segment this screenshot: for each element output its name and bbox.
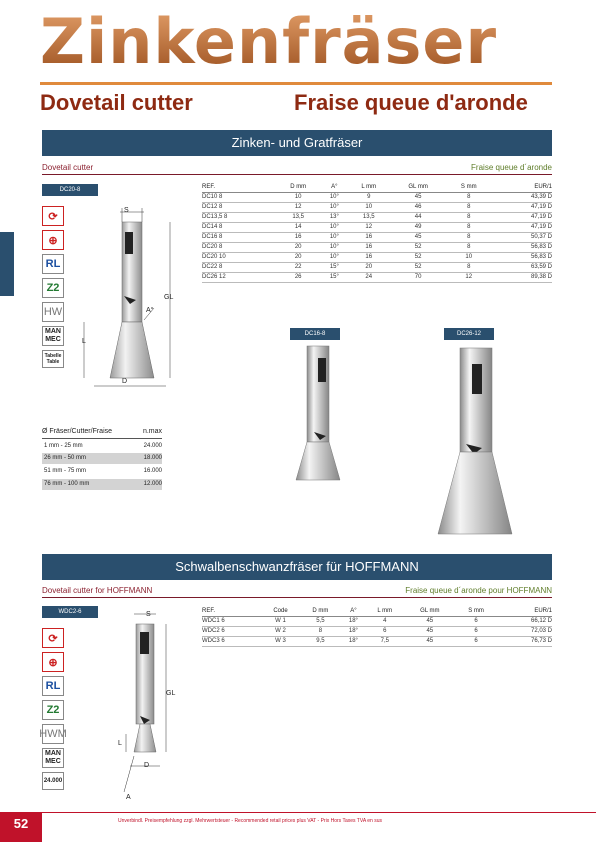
table-cell: 10°	[321, 252, 347, 262]
table-row	[202, 232, 552, 242]
nmax-title: Ø Fräser/Cutter/Fraise	[42, 428, 113, 435]
table-cell: 16	[347, 232, 390, 242]
table-cell: 63,59 D	[491, 262, 552, 272]
section1-divider	[42, 174, 552, 175]
table-row	[202, 202, 552, 212]
table-row	[202, 272, 552, 282]
table-cell: 52	[390, 242, 446, 252]
table-cell: 43,39 D	[491, 192, 552, 202]
table-cell: 13,5	[275, 212, 321, 222]
table-cell: WDC2 6	[202, 626, 262, 636]
product-code-badge-1: DC20-8	[42, 184, 98, 196]
nmax-row	[42, 441, 162, 452]
table-cell: DC13,5 8	[202, 212, 275, 222]
table-cell: 45	[404, 636, 455, 646]
table-cell: 10	[446, 252, 491, 262]
table-cell: W 2	[262, 626, 300, 636]
table-cell: 8	[299, 626, 341, 636]
section2-divider	[42, 597, 552, 598]
table-cell: 20	[275, 242, 321, 252]
product-photo-dc26-12	[434, 344, 516, 536]
nmax-value: 24.000	[143, 443, 162, 449]
table-row	[202, 252, 552, 262]
table-cell: 4	[365, 616, 404, 626]
col-d: D mm	[299, 607, 341, 616]
section-title-bar-2: Schwalbenschwanzfräser für HOFFMANN	[42, 554, 552, 580]
table-cell: 20	[347, 262, 390, 272]
table-cell: 16	[347, 252, 390, 262]
col-s: S mm	[446, 183, 491, 192]
table-cell: 16	[347, 242, 390, 252]
footer-rule	[0, 812, 596, 813]
table-cell: WDC3 6	[202, 636, 262, 646]
dim-label-gl: GL	[164, 294, 174, 301]
nmax-row	[42, 479, 162, 490]
cutter-technical-drawing-2	[110, 606, 190, 806]
spec-table-1	[202, 183, 552, 283]
page-number: 52	[0, 812, 42, 842]
table-cell: 16	[275, 232, 321, 242]
footer-price-note: Unverbindl. Preisempfehlung zzgl. Mehrwertsteuer - Recommended retail prices plus VAT - Prix Hors Taxes TVA en sus	[118, 818, 382, 824]
table-cell: 45	[404, 626, 455, 636]
table-row	[202, 616, 552, 626]
table-cell: 45	[390, 232, 446, 242]
table-cell: 18°	[341, 626, 365, 636]
shank-grip-icon: ⊕	[42, 230, 64, 250]
speed-table-icon: Tabelle Table	[42, 350, 64, 368]
table-cell: W 3	[262, 636, 300, 646]
cutter-technical-drawing-1	[80, 200, 190, 390]
table-header-row	[202, 183, 552, 192]
dim-label-d: D	[122, 378, 128, 385]
table-cell: DC14 8	[202, 222, 275, 232]
col-gl: GL mm	[404, 607, 455, 616]
table-cell: 8	[446, 242, 491, 252]
table-cell: 70	[390, 272, 446, 282]
section2-label-en: Dovetail cutter for HOFFMANN	[42, 586, 153, 595]
table-cell: 10°	[321, 202, 347, 212]
table-cell: 52	[390, 252, 446, 262]
man-mec-feed-icon: MAN MEC	[42, 326, 64, 346]
table-cell: 10°	[321, 222, 347, 232]
table-cell: 8	[446, 262, 491, 272]
photo-badge-dc16: DC16-8	[290, 328, 340, 340]
nmax-range: 1 mm - 25 mm	[44, 443, 83, 449]
col-gl: GL mm	[390, 183, 446, 192]
table-cell: 47,19 D	[491, 202, 552, 212]
section-title-bar-1: Zinken- und Gratfräser	[42, 130, 552, 156]
table-cell: 9	[347, 192, 390, 202]
section1-label-fr: Fraise queue d´aronde	[471, 163, 552, 172]
table-cell: 20	[275, 252, 321, 262]
table-cell: 24	[347, 272, 390, 282]
table-cell: W 1	[262, 616, 300, 626]
table-cell: 56,83 D	[491, 242, 552, 252]
table-cell: 10	[347, 202, 390, 212]
subtitle-french: Fraise queue d'aronde	[294, 90, 528, 115]
man-mec-feed-icon: MAN MEC	[42, 748, 64, 768]
table-cell: 52	[390, 262, 446, 272]
subtitle-english: Dovetail cutter	[40, 90, 193, 115]
dim-label-angle: A	[126, 794, 131, 801]
table-cell: 8	[446, 222, 491, 232]
table-cell: 8	[446, 202, 491, 212]
dim-label-gl: GL	[166, 690, 176, 697]
col-s: S mm	[455, 607, 496, 616]
table-cell: 9,5	[299, 636, 341, 646]
col-code: Code	[262, 607, 300, 616]
table-row	[202, 212, 552, 222]
table-row	[202, 636, 552, 646]
table-cell: 18°	[341, 636, 365, 646]
table-cell: 13°	[321, 212, 347, 222]
table-cell: DC26 12	[202, 272, 275, 282]
table-cell: 10°	[321, 242, 347, 252]
rotation-clockwise-icon: ⟳	[42, 206, 64, 226]
shank-grip-icon: ⊕	[42, 652, 64, 672]
table-cell: 45	[390, 192, 446, 202]
chapter-side-tab	[0, 232, 14, 296]
dim-label-l: L	[82, 338, 86, 345]
table-cell: 6	[455, 636, 496, 646]
max-speed-icon: 24.000	[42, 772, 64, 790]
table-cell: 56,83 D	[491, 252, 552, 262]
col-ref: REF.	[202, 183, 275, 192]
nmax-range: 26 mm - 50 mm	[44, 455, 87, 461]
col-ref: REF.	[202, 607, 262, 616]
nmax-value: 16.000	[143, 468, 162, 474]
table-cell: DC12 8	[202, 202, 275, 212]
rotation-clockwise-icon: ⟳	[42, 628, 64, 648]
table-row	[202, 242, 552, 252]
col-price: EUR/1	[491, 183, 552, 192]
table-cell: 8	[446, 192, 491, 202]
z2-teeth-icon: Z2	[42, 700, 64, 720]
table-cell: 6	[455, 616, 496, 626]
table-cell: 14	[275, 222, 321, 232]
hwm-carbide-icon: HWM	[42, 724, 64, 744]
dim-label-s: S	[124, 207, 129, 214]
table-cell: 12	[275, 202, 321, 212]
col-price: EUR/1	[497, 607, 552, 616]
nmax-header	[42, 428, 162, 435]
table-cell: 8	[446, 212, 491, 222]
table-cell: 15°	[321, 262, 347, 272]
table-cell: 12	[446, 272, 491, 282]
table-cell: 44	[390, 212, 446, 222]
table-cell: 50,37 D	[491, 232, 552, 242]
table-cell: 26	[275, 272, 321, 282]
table-cell: 12	[347, 222, 390, 232]
table-header-row	[202, 607, 552, 616]
rl-rotation-icon: RL	[42, 254, 64, 274]
table-row	[202, 192, 552, 202]
table-cell: DC16 8	[202, 232, 275, 242]
table-cell: 47,19 D	[491, 212, 552, 222]
rl-rotation-icon: RL	[42, 676, 64, 696]
col-angle: A°	[321, 183, 347, 192]
product-photo-dc16-8	[292, 344, 346, 484]
nmax-range: 51 mm - 75 mm	[44, 468, 87, 474]
photo-badge-dc26: DC26-12	[444, 328, 494, 340]
table-row	[202, 222, 552, 232]
table-cell: 18°	[341, 616, 365, 626]
table-cell: 6	[455, 626, 496, 636]
hw-carbide-icon: HW	[42, 302, 64, 322]
table-cell: 8	[446, 232, 491, 242]
table-cell: 47,19 D	[491, 222, 552, 232]
table-cell: WDC1 6	[202, 616, 262, 626]
table-row	[202, 626, 552, 636]
table-cell: DC22 8	[202, 262, 275, 272]
col-l: L mm	[365, 607, 404, 616]
table-cell: 5,5	[299, 616, 341, 626]
table-cell: 89,38 D	[491, 272, 552, 282]
table-row	[202, 262, 552, 272]
col-angle: A°	[341, 607, 365, 616]
title-underline	[40, 82, 552, 85]
product-code-badge-2: WDC2-6	[42, 606, 98, 618]
section2-label-fr: Fraise queue d´aronde pour HOFFMANN	[405, 586, 552, 595]
table-cell: 72,03 D	[497, 626, 552, 636]
section1-label-en: Dovetail cutter	[42, 163, 94, 172]
feature-icon-column-1	[42, 206, 64, 372]
table-cell: 66,12 D	[497, 616, 552, 626]
table-cell: 49	[390, 222, 446, 232]
nmax-range: 76 mm - 100 mm	[44, 481, 90, 487]
table-cell: 22	[275, 262, 321, 272]
table-cell: 7,5	[365, 636, 404, 646]
nmax-unit: n.max	[142, 428, 162, 435]
table-cell: 10°	[321, 192, 347, 202]
table-cell: 10	[275, 192, 321, 202]
col-d: D mm	[275, 183, 321, 192]
table-cell: 45	[404, 616, 455, 626]
dim-label-l: L	[118, 740, 122, 747]
nmax-rule	[42, 438, 162, 439]
table-cell: 6	[365, 626, 404, 636]
table-cell: 46	[390, 202, 446, 212]
col-l: L mm	[347, 183, 390, 192]
nmax-row	[42, 453, 162, 464]
table-cell: DC10 8	[202, 192, 275, 202]
table-cell: 13,5	[347, 212, 390, 222]
feature-icon-column-2	[39, 628, 67, 794]
nmax-value: 12.000	[143, 481, 162, 487]
dim-label-d: D	[144, 762, 150, 769]
brand-title: Zinkenfräser	[40, 5, 498, 78]
table-cell: 10°	[321, 232, 347, 242]
table-cell: DC20 8	[202, 242, 275, 252]
table-cell: 76,73 D	[497, 636, 552, 646]
nmax-row	[42, 466, 162, 477]
spec-table-2	[202, 607, 552, 647]
table-cell: DC20 10	[202, 252, 275, 262]
dim-label-angle: A°	[146, 307, 154, 314]
nmax-value: 18.000	[143, 455, 162, 461]
table-cell: 15°	[321, 272, 347, 282]
z2-teeth-icon: Z2	[42, 278, 64, 298]
dim-label-s: S	[146, 611, 151, 618]
